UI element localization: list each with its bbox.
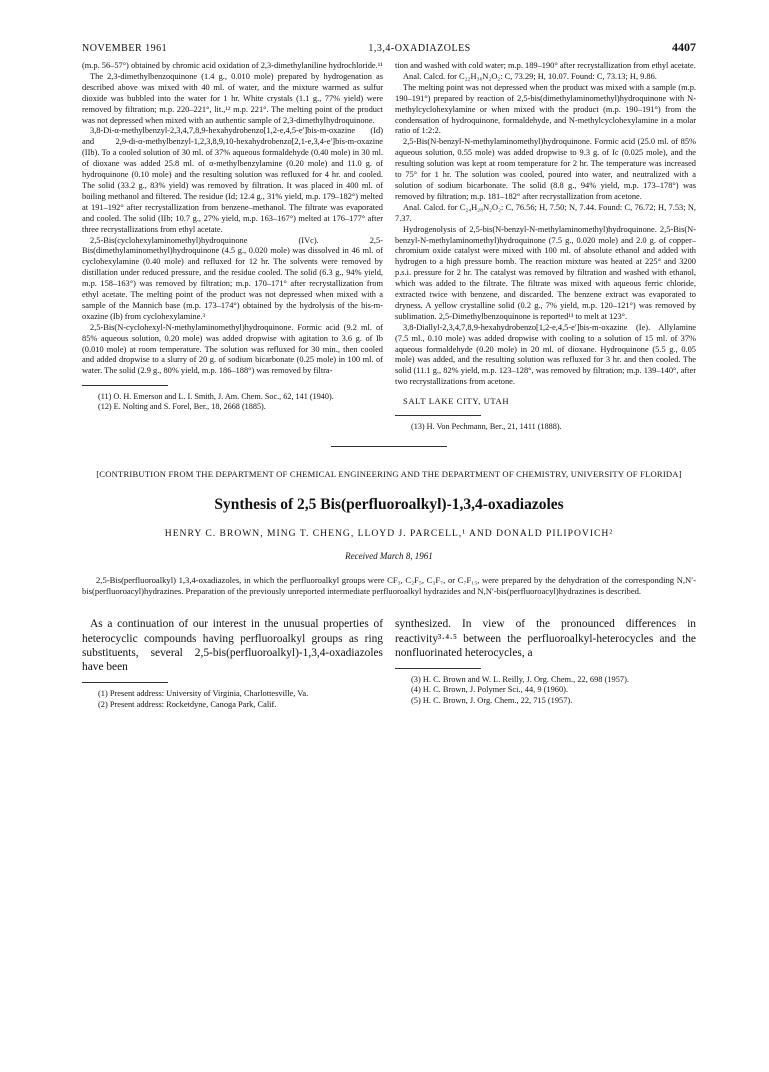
- paragraph: 2,5-Bis(N-cyclohexyl-N-methylaminomethyl)hydroquinone. Formic acid (9.2 ml. of 85% aqueous solution, 0.20 mole) was added dropwise with agitation to 3.6 g. of Ib (0.010 mole) at room temperature. The solution was refluxed for 30 min., then cooled and added dropwise to a slurry of 20 g. of sodium bicarbonate (0.25 mole) in 100 ml. of water. The solid (2.9 g., 80% yield, m.p. 186–188°) was removed by filtra-: [82, 322, 383, 376]
- paragraph: The 2,3-dimethylbenzoquinone (1.4 g., 0.010 mole) prepared by hydrogenation as described above was mixed with 40 ml. of water, and the mixture warmed as sulfur dioxide was bubbled into the water for 1 hr. White crystals (1.1 g., 77% yield) were removed by filtration; m.p. 220–221°, lit.,¹² m.p. 221°. The melting point of the product was not depressed when mixed with an authentic sample of 2,3-dimethylhydroquinone.: [82, 71, 383, 125]
- author-address: SALT LAKE CITY, UTAH: [403, 396, 510, 407]
- abstract-text: 2,5-Bis(perfluoroalkyl) 1,3,4-oxadiazoles, in which the perfluoroalkyl groups were CF₃, C₂F₅, C₃F₇, or C₇F₁₅, were prepared by the dehydration of the corresponding N,N′-bis(perfluoroacyl)hydrazines. Preparation of the previously unreported intermediate perfluoroalkyl hydrazides and N,N′-bis(perfluoroacyl)hydrazines is described.: [82, 575, 696, 597]
- footnote-rule: [82, 682, 168, 683]
- right-column: [395, 61, 696, 432]
- article-body: [82, 617, 696, 710]
- article-divider: [331, 446, 447, 447]
- paragraph: synthesized. In view of the pronounced differences in reactivity³·⁴·⁵ between the perfluoroalkyl-heterocycles and the nonfluorinated heterocycles, a: [395, 618, 696, 659]
- header-title: 1,3,4-OXADIAZOLES: [368, 43, 471, 54]
- article-title: Synthesis of 2,5 Bis(perfluoroalkyl)-1,3,4-oxadiazoles: [214, 496, 564, 514]
- paragraph: Anal. Calcd. for C₂₄H₂₈N₂O₂: C, 76.56; H, 7.50; N, 7.44. Found: C, 76.72; H, 7.53; N, 7.37.: [395, 202, 696, 223]
- author-list: HENRY C. BROWN, MING T. CHENG, LLOYD J. PARCELL,¹ AND DONALD PILIPOVICH²: [164, 528, 614, 540]
- footnote: (3) H. C. Brown and W. L. Reilly, J. Org. Chem., 22, 698 (1957).: [411, 674, 629, 684]
- paragraph: 3,8-Di-α-methylbenzyl-2,3,4,7,8,9-hexahydrobenzo[1,2-e,4,5-e′]bis-m-oxazine (Id) and 2,9-di-α-methylbenzyl-1,2,3,8,9,10-hexahydrobenzo[2,1-e,3,4-e′]bis-m-oxazine (IIb). To a cooled solution of 30 ml. of 37% aqueous formaldehyde (0.40 mole) in 30 ml. of dioxane was added 25.8 ml. of α-methylbenzylamine (0.20 mole) and 11.0 g. of hydroquinone (0.10 mole) and the resulting solution was refluxed for 4 hr. and cooled. The solid (33.2 g., 83% yield) was removed by filtration. It was placed in 400 ml. of boiling methanol and filtered. The residue (Id; 12.4 g., 31% yield, m.p. 179–182°) melted at 191–192° after recrystallization from benzene–methanol. The filtrate was evaporated and cooled. The solid (IIb; 10.7 g., 27% yield, m.p. 163–167°) melted at 176–177° after three recrystallizations from ethyl acetate.: [82, 126, 383, 234]
- contribution-line: [CONTRIBUTION FROM THE DEPARTMENT OF CHEMICAL ENGINEERING AND THE DEPARTMENT OF CHEMISTRY, UNIVERSITY OF FLORIDA]: [96, 469, 682, 480]
- footnote-rule: [395, 668, 481, 669]
- paragraph: The melting point was not depressed when the product was mixed with a sample (m.p. 190–191°) prepared by reaction of 2,5-bis(dimethylaminomethyl)hydroquinone with N-methylcyclohexylamine or when mixed with the product (m.p. 190–191°) from the condensation of hydroquinone, formaldehyde, and N-methylcyclohexylamine in a molar ratio of 1:2:2.: [395, 82, 696, 136]
- left-column: [82, 61, 383, 432]
- footnote-rule: [82, 385, 168, 386]
- header-date: NOVEMBER 1961: [82, 43, 168, 54]
- paragraph: 2,5-Bis(N-benzyl-N-methylaminomethyl)hydroquinone. Formic acid (25.0 ml. of 85% aqueous solution, 0.55 mole) was added dropwise to 9.3 g. of Ic (0.025 mole), and the resulting solution was kept at room temperature for 2 hr. The temperature was increased to 75° for 1 hr. The solution was cooled, poured into water, and neutralized with a solution of sodium bicarbonate. The solid (8.8 g., 94% yield, m.p. 173–178°) was removed by filtration; m.p. 181–182° after recrystallization from acetone.: [395, 137, 696, 201]
- footnote: (1) Present address: University of Virginia, Charlottesville, Va.: [98, 689, 309, 699]
- continued-article: [82, 61, 696, 432]
- footnote-rule: [395, 415, 481, 416]
- journal-page: [82, 40, 696, 710]
- paragraph: (m.p. 56–57°) obtained by chromic acid oxidation of 2,3-dimethylaniline hydrochloride.¹¹: [82, 61, 383, 70]
- page-number: 4407: [671, 40, 696, 54]
- footnote: (5) H. C. Brown, J. Org. Chem., 22, 715 (1957).: [411, 695, 573, 705]
- running-header: [82, 40, 696, 55]
- paragraph: Hydrogenolysis of 2,5-bis(N-benzyl-N-methylaminomethyl)hydroquinone. 2,5-Bis(N-benzyl-N-methylaminomethyl)hydroquinone (7.5 g., 0.020 mole) and 2.0 g. of copper–chromium oxide catalyst were mixed with 100 ml. of absolute ethanol and added with hydrogen to a high pressure bomb. The reaction mixture was heated at 225° and 3200 p.s.i. pressure for 2 hr. The catalyst was removed by filtration and washed with ethanol, which was added to the filtrate. The filtrate was mixed with aqueous ferric chloride, extracted twice with benzene, and discarded. The benzene extract was evaporated to dryness. A yellow crystalline solid (0.2 g., 7% yield, m.p. 120–121°) was removed by sublimation. 2,5-Dimethylbenzoquinone is reported¹³ to melt at 123°.: [395, 224, 696, 321]
- paragraph: tion and washed with cold water; m.p. 189–190° after recrystallization from ethyl acetate.: [395, 61, 696, 70]
- paragraph: Anal. Calcd. for C₂₂H₃₆N₂O₂: C, 73.29; H, 10.07. Found: C, 73.13; H, 9.86.: [403, 71, 657, 81]
- footnote: (12) E. Nolting and S. Forel, Ber., 18, 2668 (1885).: [98, 402, 266, 412]
- body-left-column: [82, 617, 383, 710]
- paragraph: 2,5-Bis(cyclohexylaminomethyl)hydroquinone (IVc). 2,5-Bis(dimethylaminomethyl)hydroquinone (4.5 g., 0.020 mole) was dissolved in 46 ml. of cyclohexylamine (0.40 mole) and refluxed for 12 hr. The solvents were removed by distillation under reduced pressure, and the residue cooled. The solid (6.3 g., 94% yield, m.p. 158–163°) was removed by filtration; m.p. 170–171° after recrystallization from ethyl acetate. The melting point of the product was not depressed when mixed with a sample of the Mannich base (m.p. 173–174°) obtained by the hydrolysis of the bis-m-oxazine (Ib) from cyclohexylamine.³: [82, 235, 383, 321]
- footnote: (13) H. Von Pechmann, Ber., 21, 1411 (1888).: [411, 422, 562, 432]
- paragraph: As a continuation of our interest in the unusual properties of heterocyclic compounds having perfluoroalkyl groups as ring substituents, several 2,5-bis(perfluoroalkyl)-1,3,4-oxadiazoles have been: [82, 618, 383, 673]
- abstract: [82, 575, 696, 597]
- received-date: Received March 8, 1961: [345, 551, 433, 562]
- body-right-column: [395, 617, 696, 710]
- paragraph: 3,8-Diallyl-2,3,4,7,8,9-hexahydrobenzo[1,2-e,4,5-e′]bis-m-oxazine (Ie). Allylamine (7.5 ml., 0.10 mole) was added dropwise with cooling to a solution of 15 ml. of 37% aqueous formaldehyde (0.20 mole) in 20 ml. of dioxane. Hydroquinone (5.5 g., 0.05 mole) was added, and the resulting solution was refluxed for 3 hr. and then cooled. The solid (11.1 g., 82% yield, m.p. 123–128°, was removed by filtration; m.p. 139–140°, after two recrystallizations from acetone.: [395, 322, 696, 387]
- footnote: (4) H. C. Brown, J. Polymer Sci., 44, 9 (1960).: [411, 685, 569, 695]
- footnote: (2) Present address: Rocketdyne, Canoga Park, Calif.: [98, 699, 277, 709]
- footnote: (11) O. H. Emerson and L. I. Smith, J. Am. Chem. Soc., 62, 141 (1940).: [98, 392, 334, 402]
